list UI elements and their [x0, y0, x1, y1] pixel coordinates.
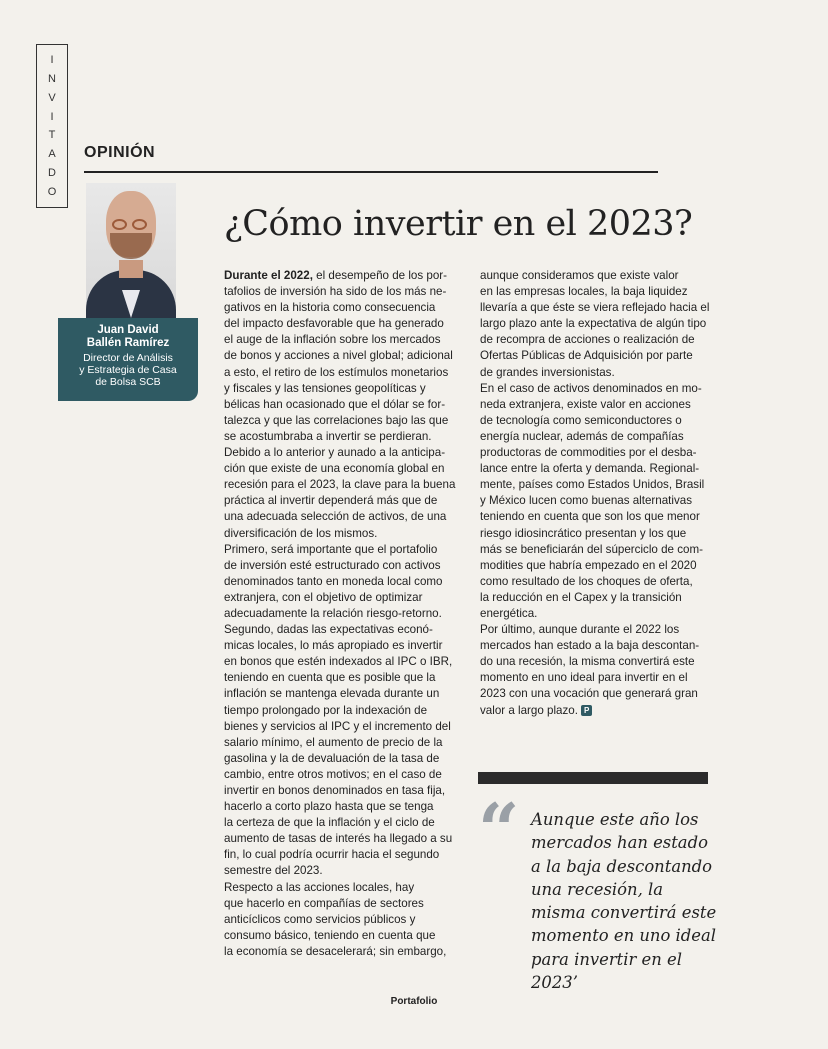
article-column-1: [224, 268, 464, 960]
article-line-text: talezca y que las correlaciones bajo las que: [224, 413, 449, 427]
article-line: [224, 719, 464, 735]
article-line-text: denominados tanto en moneda local como: [224, 574, 443, 588]
article-line: [224, 799, 464, 815]
article-line: [480, 284, 712, 300]
article-line-text: bélicas han ocasionado que el dólar se for-: [224, 397, 446, 411]
article-line: [480, 622, 712, 638]
author-role-line2: y Estrategia de Casa: [79, 364, 177, 376]
portafolio-end-icon: P: [581, 705, 592, 716]
article-line: [224, 831, 464, 847]
article-line: [224, 300, 464, 316]
article-line: [480, 397, 712, 413]
article-line: [480, 558, 712, 574]
article-line-text: en bonos que estén indexados al IPC o IBR,: [224, 655, 453, 669]
headline: ¿Cómo invertir en el 2023?: [224, 204, 693, 244]
article-line: [480, 542, 712, 558]
article-line-text: gasolina y la de devaluación de la tasa de: [224, 751, 440, 765]
article-line-text: recesión para el 2023, la clave para la buena: [224, 478, 456, 492]
article-line-text: práctica al invertir dependerá más que de: [224, 494, 438, 508]
article-line-text: bienes y servicios al IPC y el incremento del: [224, 719, 451, 733]
article-column-2: [480, 268, 712, 719]
article-line-text: micas locales, lo más apropiado es invertir: [224, 639, 443, 653]
article-line: [480, 300, 712, 316]
article-line-text: mercados han estado a la baja descontan-: [480, 639, 700, 653]
article-line-text: salario mínimo, el aumento de precio de la: [224, 735, 443, 749]
article-line-text: gativos en la historia como consecuencia: [224, 301, 436, 315]
pull-quote: [531, 808, 721, 994]
article-line-text: que hacerlo en compañías de sectores: [224, 896, 424, 910]
invitado-letter: A: [48, 148, 56, 161]
article-line-text: de tecnología como semiconductores o: [480, 413, 682, 427]
article-line-text: En el caso de activos denominados en mo-: [480, 381, 702, 395]
article-line-text: llevaría a que éste se viera reflejado hacia el: [480, 301, 710, 315]
article-line: [224, 332, 464, 348]
article-line: [224, 381, 464, 397]
article-line: [224, 542, 464, 558]
article-line-text: del impacto desfavorable que ha generado: [224, 317, 444, 331]
article-line-text: cambio, entre otros motivos; en el caso de: [224, 767, 442, 781]
article-line: [480, 670, 712, 686]
article-line-text: la certeza de que la inflación y el ciclo de: [224, 816, 435, 830]
article-line-text: de recompra de acciones o realización de: [480, 333, 695, 347]
article-line: [224, 654, 464, 670]
article-line-text: riesgo idiosincrático presentan y los que: [480, 526, 687, 540]
article-line: [224, 880, 464, 896]
article-line-text: más se beneficiarán del súperciclo de com-: [480, 542, 703, 556]
section-label: OPINIÓN: [84, 144, 156, 161]
article-line: [224, 284, 464, 300]
article-line: [480, 445, 712, 461]
pull-quote-line: una recesión, la: [531, 879, 664, 899]
article-line: [480, 477, 712, 493]
article-line: [224, 461, 464, 477]
article-line: [224, 686, 464, 702]
article-line: [480, 509, 712, 525]
article-line: [224, 526, 464, 542]
article-line-text: modities que habría empezado en el 2020: [480, 558, 697, 572]
article-line-text: anticíclicos como servicios públicos y: [224, 912, 416, 926]
quote-bar: [478, 772, 708, 784]
article-line-text: Por último, aunque durante el 2022 los: [480, 623, 680, 637]
article-line: [224, 847, 464, 863]
article-line-text: teniendo en cuenta que es posible que la: [224, 671, 436, 685]
article-line: [224, 928, 464, 944]
section-rule: [84, 171, 658, 173]
article-line: [224, 348, 464, 364]
article-line: [480, 526, 712, 542]
article-line: [224, 316, 464, 332]
invitado-letter: T: [48, 129, 56, 142]
article-line-text: tafolios de inversión ha sido de los más ne-: [224, 285, 447, 299]
pull-quote-line: Aunque este año los: [531, 810, 699, 829]
article-line: [480, 493, 712, 509]
article-line-text: a esto, el retiro de los estímulos monetarios: [224, 365, 449, 379]
article-line-text: fin, lo cual podría ocurrir hacia el segundo: [224, 848, 440, 862]
quote-mark: “: [478, 787, 520, 872]
invitado-label: [36, 44, 68, 208]
article-line: [224, 477, 464, 493]
author-name-line2: Ballén Ramírez: [86, 337, 170, 349]
article-line: [224, 703, 464, 719]
article-line: [224, 558, 464, 574]
article-line-text: consumo básico, teniendo en cuenta que: [224, 928, 436, 942]
invitado-letter: N: [48, 73, 56, 86]
article-line-text: una adecuada selección de activos, de una: [224, 510, 447, 524]
article-line: [480, 461, 712, 477]
article-line-text: largo plazo ante la expectativa de algún tipo: [480, 317, 707, 331]
article-line: [224, 590, 464, 606]
article-line: [480, 590, 712, 606]
article-line-text: de grandes inversionistas.: [480, 365, 615, 379]
article-line: [224, 863, 464, 879]
article-line: [480, 381, 712, 397]
article-line: [224, 751, 464, 767]
article-line: [480, 606, 712, 622]
pull-quote-line: mercados han estado: [531, 833, 708, 853]
article-line-text: valor a largo plazo.: [480, 703, 578, 717]
article-line-text: mente, países como Estados Unidos, Brasil: [480, 478, 705, 492]
article-line: [480, 332, 712, 348]
article-line: [480, 316, 712, 332]
author-photo: [86, 183, 176, 318]
lead-in: Durante el 2022,: [224, 269, 317, 282]
article-line: [224, 493, 464, 509]
article-line-text: lance entre la oferta y demanda. Regional-: [480, 462, 700, 476]
article-line-text: hacerlo a corto plazo hasta que se tenga: [224, 800, 434, 814]
article-line: [480, 654, 712, 670]
article-line-text: y fiscales y las tensiones geopolíticas y: [224, 381, 426, 395]
article-line-text: aumento de tasas de interés ha llegado a su: [224, 832, 453, 846]
article-line-text: y México lucen como buenas alternativas: [480, 494, 693, 508]
article-line-text: semestre del 2023.: [224, 864, 323, 878]
article-line-text: energía nuclear, además de compañías: [480, 429, 684, 443]
invitado-letter: D: [48, 166, 56, 179]
article-line-text: el desempeño de los por-: [316, 269, 447, 282]
article-line-text: el auge de la inflación sobre los mercados: [224, 333, 441, 347]
invitado-letter: I: [50, 54, 54, 67]
article-line-text: Respecto a las acciones locales, hay: [224, 880, 415, 894]
author-box: [58, 318, 198, 401]
article-line-text: invertir en bonos denominados en tasa fija,: [224, 784, 446, 797]
invitado-letter: V: [48, 91, 56, 104]
footer-brand: Portafolio: [390, 996, 438, 1007]
article-line: [224, 783, 464, 799]
article-line-text: neda extranjera, existe valor en acciones: [480, 397, 691, 411]
article-line-text: teniendo en cuenta que son los que menor: [480, 510, 700, 524]
article-line: [224, 413, 464, 429]
article-line: [480, 429, 712, 445]
article-line-text: tiempo prolongado por la indexación de: [224, 703, 428, 717]
article-line-text: la reducción en el Capex y la transición: [480, 590, 682, 604]
article-line: [224, 622, 464, 638]
article-line: [480, 638, 712, 654]
article-line: [224, 735, 464, 751]
article-line: [480, 703, 712, 719]
article-line: [480, 268, 712, 284]
article-line: [224, 429, 464, 445]
article-line-text: Segundo, dadas las expectativas econó-: [224, 623, 433, 637]
pull-quote-line: para invertir en el 2023’: [531, 949, 682, 993]
invitado-letter: I: [50, 110, 54, 123]
article-line-text: de inversión esté estructurado con activos: [224, 558, 441, 572]
article-line-text: Debido a lo anterior y aunado a la anticipa-: [224, 446, 446, 460]
pull-quote-line: a la baja descontando: [531, 856, 713, 876]
article-line-text: aunque consideramos que existe valor: [480, 269, 679, 282]
author-name-line1: Juan David: [97, 324, 159, 336]
author-role-line1: Director de Análisis: [83, 352, 173, 364]
article-line: [224, 815, 464, 831]
article-line-text: productoras de commodities por el desba-: [480, 446, 697, 460]
article-line: [480, 574, 712, 590]
article-line-text: Primero, será importante que el portafolio: [224, 542, 438, 556]
article-line-text: do una recesión, la misma convertirá este: [480, 655, 695, 669]
article-line: [480, 686, 712, 702]
article-line-text: se acostumbraba a invertir se perdieran.: [224, 429, 432, 443]
article-line-text: adecuadamente la relación riesgo-retorno.: [224, 606, 442, 620]
article-line: [224, 509, 464, 525]
article-line-text: 2023 con una vocación que generará gran: [480, 687, 698, 701]
article-line: [224, 896, 464, 912]
author-role-line3: de Bolsa SCB: [95, 376, 161, 388]
article-line: [480, 348, 712, 364]
article-line: [224, 606, 464, 622]
article-line: [224, 445, 464, 461]
article-line: [224, 268, 464, 284]
article-line-text: extranjera, con el objetivo de optimizar: [224, 590, 423, 604]
article-line-text: de bonos y acciones a nivel global; adicional: [224, 349, 453, 363]
article-line-text: como resultado de los choques de oferta,: [480, 574, 693, 588]
article-line: [224, 912, 464, 928]
article-line-text: momento en uno ideal para invertir en el: [480, 671, 688, 685]
article-line: [224, 365, 464, 381]
article-line: [480, 365, 712, 381]
article-line: [480, 413, 712, 429]
pull-quote-line: misma convertirá este: [531, 903, 717, 923]
article-line-text: energética.: [480, 606, 538, 620]
invitado-letter: O: [47, 185, 57, 198]
article-line: [224, 944, 464, 960]
article-line-text: inflación se mantenga elevada durante un: [224, 687, 440, 701]
article-line-text: ción que existe de una economía global en: [224, 462, 445, 476]
article-line-text: la economía se desacelerará; sin embargo,: [224, 944, 447, 958]
article-line: [224, 767, 464, 783]
article-line-text: en las empresas locales, la baja liquidez: [480, 285, 688, 299]
article-line-text: diversificación de los mismos.: [224, 526, 378, 540]
article-line-text: Ofertas Públicas de Adquisición por parte: [480, 349, 693, 363]
article-line: [224, 670, 464, 686]
article-line: [224, 638, 464, 654]
pull-quote-line: momento en uno ideal: [531, 926, 716, 946]
article-line: [224, 574, 464, 590]
article-line: [224, 397, 464, 413]
